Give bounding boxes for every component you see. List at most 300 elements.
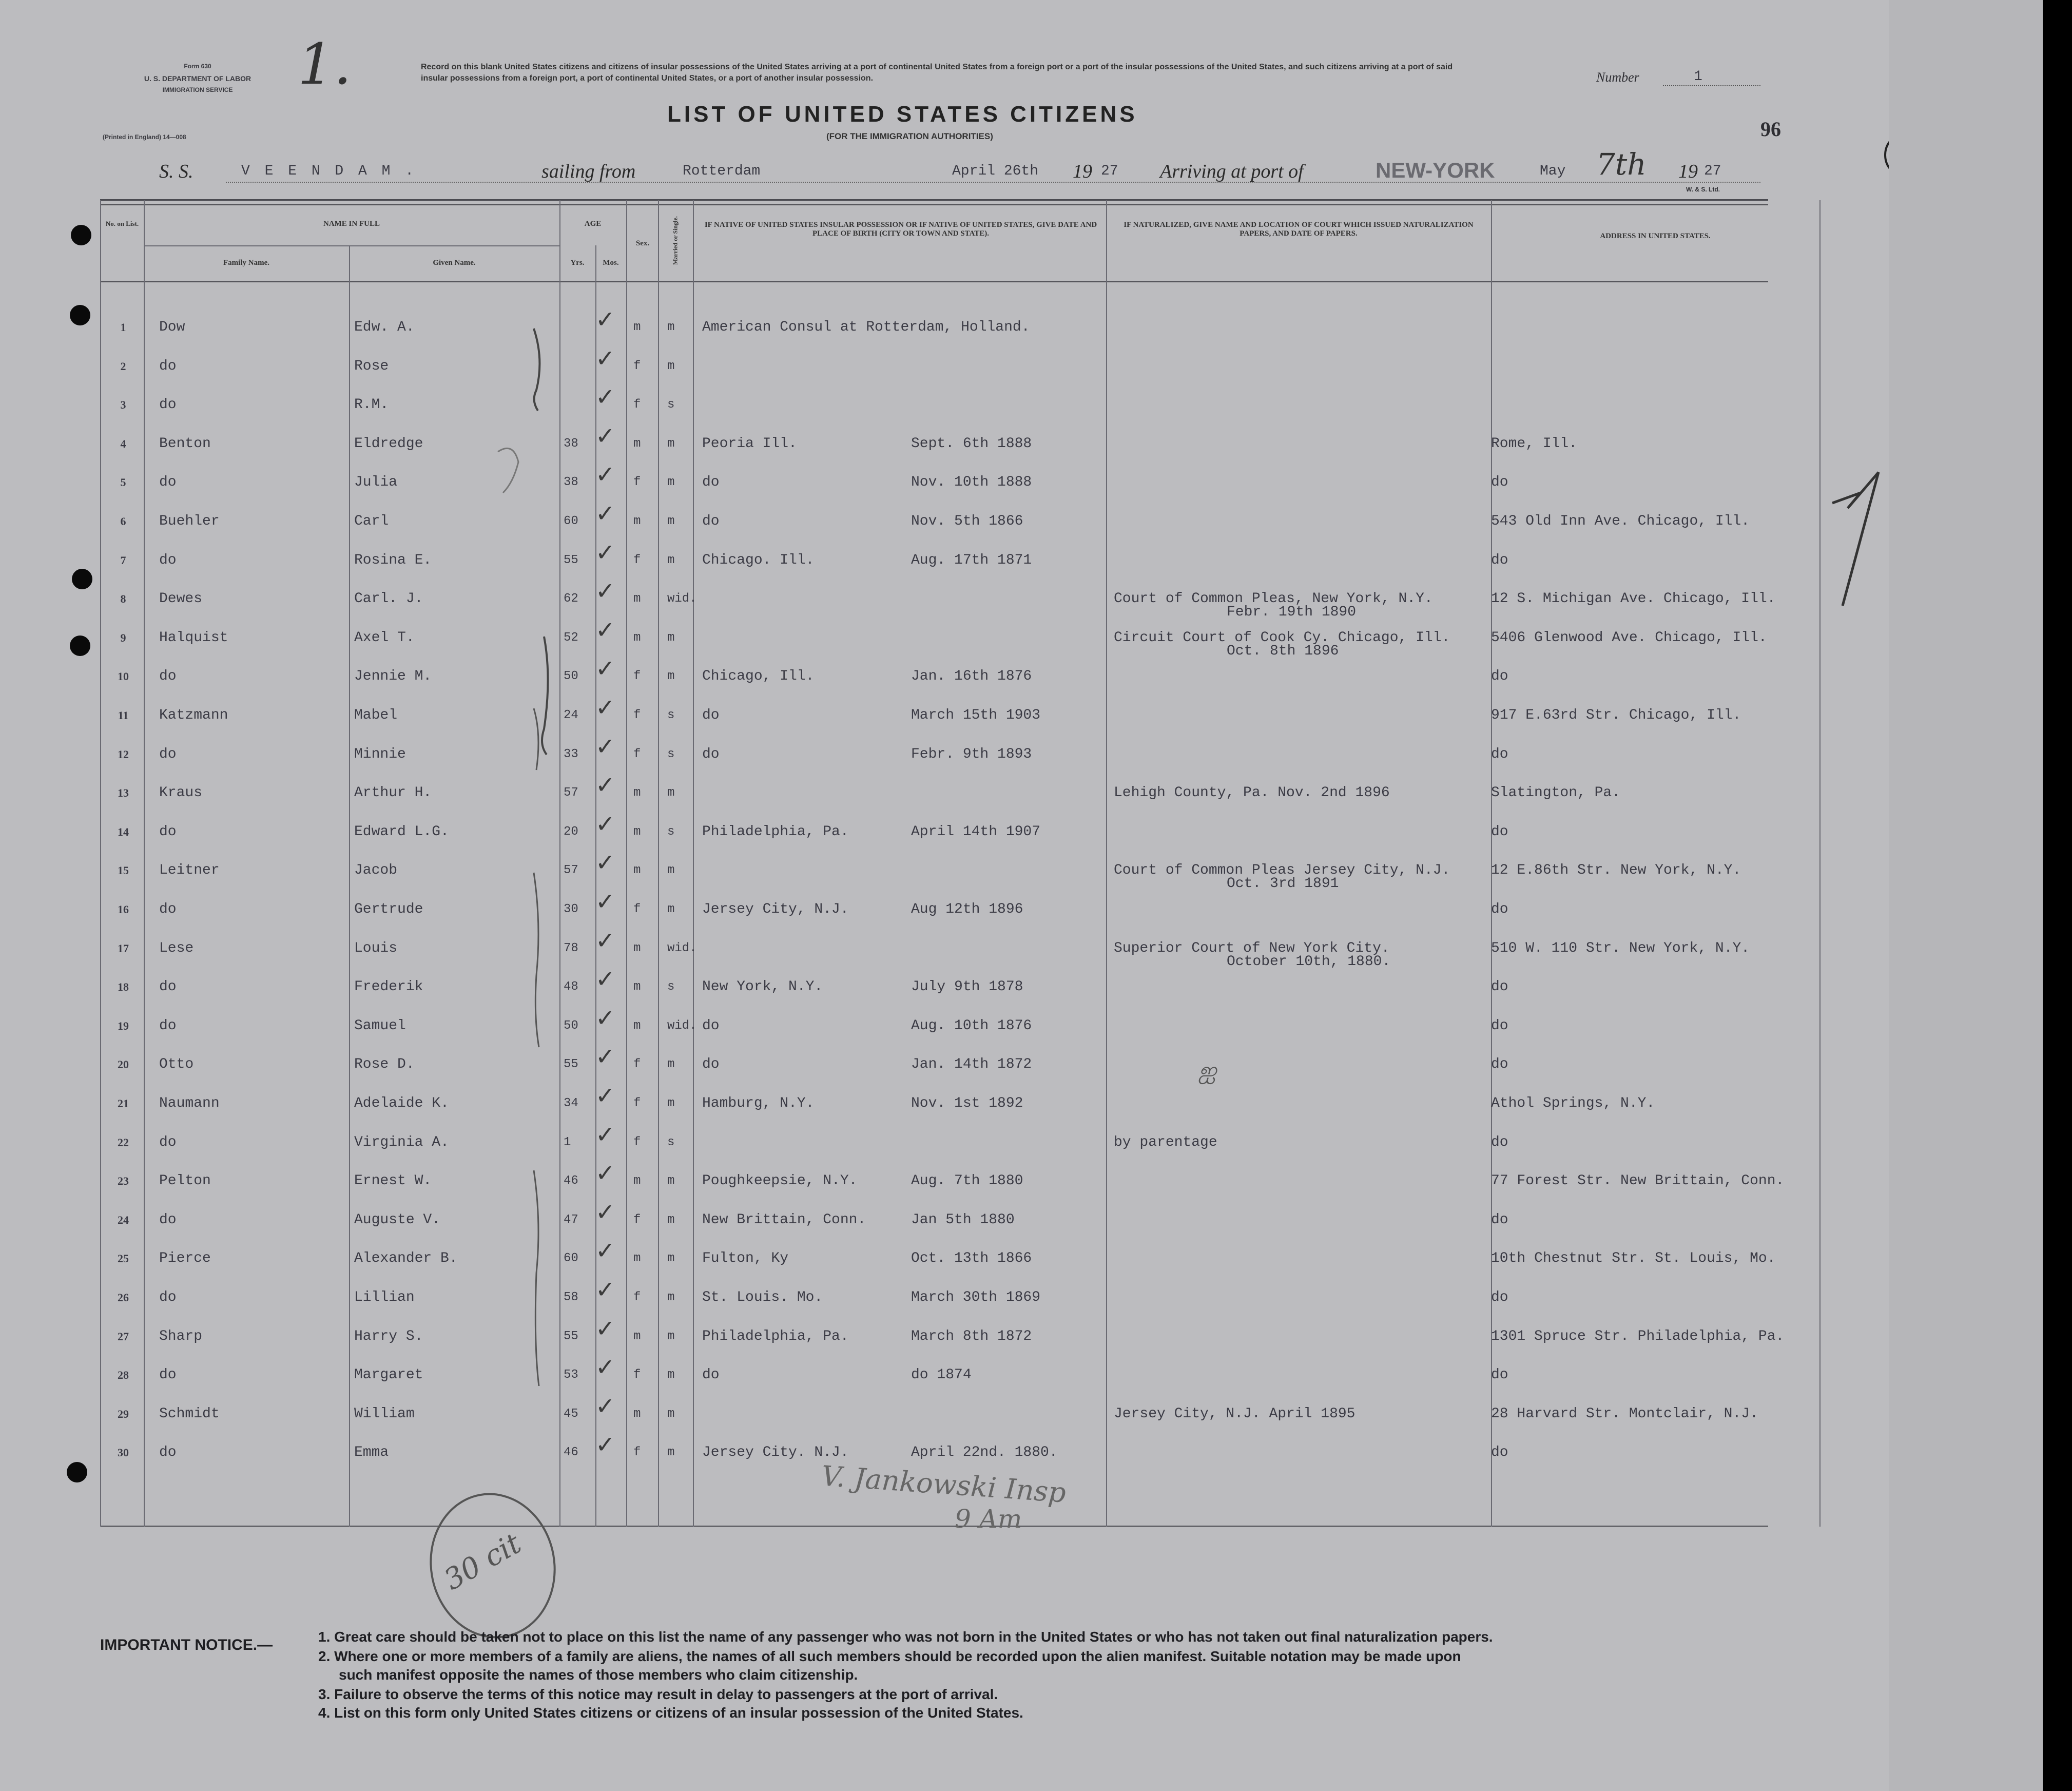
marital-status: m xyxy=(667,475,675,489)
marital-status: m xyxy=(667,359,675,373)
marital-status: m xyxy=(667,1213,675,1227)
header-age: AGE xyxy=(584,220,602,228)
header-birth: IF NATIVE OF UNITED STATES INSULAR POSSESSION OR IF NATIVE OF UNITED STATES, GIVE DATE AND PLACE OF BIRTH (CITY OR TOWN AND STATE). xyxy=(704,221,1097,238)
naturalization-court: Court of Common Pleas, New York, N.Y. xyxy=(1114,591,1433,607)
row-number: 24 xyxy=(118,1214,129,1226)
age-years: 20 xyxy=(564,825,578,839)
marital-status: s xyxy=(667,398,675,412)
marital-status: m xyxy=(667,514,675,528)
given-name: Margaret xyxy=(354,1367,423,1383)
birth-place: Jersey City, N.J. xyxy=(702,901,849,917)
row-number: 18 xyxy=(118,980,129,993)
birth-date: April 22nd. 1880. xyxy=(911,1445,1058,1460)
given-name: Jennie M. xyxy=(354,668,432,684)
marital-status: s xyxy=(667,1135,675,1149)
given-name: Edw. A. xyxy=(354,319,415,335)
given-name: Virginia A. xyxy=(354,1134,449,1150)
given-name: Ernest W. xyxy=(354,1173,432,1189)
birth-place: Fulton, Ky xyxy=(702,1250,789,1266)
family-name: Benton xyxy=(159,436,211,452)
checkmark-icon: ✓ xyxy=(595,849,615,876)
family-name: do xyxy=(159,1445,177,1460)
birth-date: Jan. 16th 1876 xyxy=(911,668,1032,684)
sex: f xyxy=(633,708,641,722)
birth-place: Jersey City. N.J. xyxy=(702,1445,849,1460)
us-address: 510 W. 110 Str. New York, N.Y. xyxy=(1491,940,1750,956)
checkmark-icon: ✓ xyxy=(595,1237,615,1264)
family-name: Halquist xyxy=(159,630,228,646)
marital-status: wid. xyxy=(667,592,697,606)
given-name: Edward L.G. xyxy=(354,824,449,840)
printer-mark: W. & S. Ltd. xyxy=(1686,186,1720,193)
row-number: 25 xyxy=(118,1252,129,1265)
given-name: Emma xyxy=(354,1445,389,1460)
binder-hole xyxy=(71,225,91,245)
birth-place: American Consul at Rotterdam, Holland. xyxy=(702,319,1030,335)
number-value: 1 xyxy=(1694,69,1702,85)
us-address: 12 S. Michigan Ave. Chicago, Ill. xyxy=(1491,591,1776,607)
marital-status: m xyxy=(667,786,675,800)
family-name: Pelton xyxy=(159,1173,211,1189)
family-name: do xyxy=(159,668,177,684)
row-number: 27 xyxy=(118,1330,129,1343)
row-number: 16 xyxy=(118,903,129,916)
sheet-mark: 1. xyxy=(298,31,352,97)
us-address: do xyxy=(1491,1212,1508,1228)
form-number: Form 630 xyxy=(184,63,211,70)
birth-date: Jan 5th 1880 xyxy=(911,1212,1015,1228)
us-address: 1301 Spruce Str. Philadelphia, Pa. xyxy=(1491,1328,1785,1344)
checkmark-icon: ✓ xyxy=(595,422,615,450)
sex: f xyxy=(633,359,641,373)
sex: m xyxy=(633,1330,641,1343)
birth-place: do xyxy=(702,513,720,529)
family-name: do xyxy=(159,1212,177,1228)
birth-date: Aug. 7th 1880 xyxy=(911,1173,1023,1189)
checkmark-icon: ✓ xyxy=(595,616,615,644)
sex: f xyxy=(633,1135,641,1149)
sex: m xyxy=(633,320,641,334)
us-address: 77 Forest Str. New Brittain, Conn. xyxy=(1491,1173,1785,1189)
given-name: Axel T. xyxy=(354,630,415,646)
row-number: 6 xyxy=(120,515,126,528)
year-prefix-from: 19 xyxy=(1073,161,1092,182)
birth-date: April 14th 1907 xyxy=(911,824,1041,840)
row-number: 21 xyxy=(118,1097,129,1110)
given-name: Carl. J. xyxy=(354,591,423,607)
family-name: Pierce xyxy=(159,1250,211,1266)
row-number: 7 xyxy=(120,554,126,567)
age-years: 47 xyxy=(564,1213,578,1227)
list-title: LIST OF UNITED STATES CITIZENS xyxy=(667,102,1138,127)
given-name: Carl xyxy=(354,513,389,529)
circled-count: 30 cit xyxy=(438,1527,527,1597)
age-years: 34 xyxy=(564,1096,578,1110)
checkmark-icon: ✓ xyxy=(595,888,615,915)
age-years: 60 xyxy=(564,1251,578,1265)
port-to: NEW-YORK xyxy=(1376,158,1495,182)
row-number: 11 xyxy=(118,709,129,722)
sex: m xyxy=(633,825,641,839)
checkmark-icon: ✓ xyxy=(595,927,615,954)
birth-date: Aug. 10th 1876 xyxy=(911,1018,1032,1034)
given-name: R.M. xyxy=(354,397,389,413)
checkmark-icon: ✓ xyxy=(595,694,615,721)
family-name: do xyxy=(159,1018,177,1034)
age-years: 1 xyxy=(564,1135,571,1149)
family-bracket-3 xyxy=(534,708,538,770)
age-years: 46 xyxy=(564,1174,578,1188)
year-to: 27 xyxy=(1704,163,1721,179)
us-address: do xyxy=(1491,901,1508,917)
sex: f xyxy=(633,475,641,489)
notice-item-3: 3. Failure to observe the terms of this notice may result in delay to passengers at the port of arrival. xyxy=(318,1686,998,1702)
checkmark-icon: ✓ xyxy=(595,1121,615,1148)
row-number: 5 xyxy=(120,476,126,489)
family-name: Dewes xyxy=(159,591,203,607)
naturalization-date: Oct. 8th 1896 xyxy=(1227,643,1339,659)
birth-place: Philadelphia, Pa. xyxy=(702,1328,849,1344)
birth-date: Aug 12th 1896 xyxy=(911,901,1023,917)
age-years: 55 xyxy=(564,1330,578,1343)
family-name: do xyxy=(159,552,177,568)
age-years: 58 xyxy=(564,1291,578,1304)
service-name: IMMIGRATION SERVICE xyxy=(162,86,233,93)
birth-date: March 15th 1903 xyxy=(911,707,1041,723)
sex: f xyxy=(633,1291,641,1304)
checkmark-icon: ✓ xyxy=(595,654,615,682)
page-circle xyxy=(1885,136,1889,175)
birth-place: Philadelphia, Pa. xyxy=(702,824,849,840)
family-name: Schmidt xyxy=(159,1406,220,1422)
naturalization-court: Lehigh County, Pa. Nov. 2nd 1896 xyxy=(1114,785,1390,801)
ss-label: S. S. xyxy=(159,161,193,182)
family-bracket-4 xyxy=(534,873,539,1047)
family-bracket-5 xyxy=(534,1170,539,1386)
sex: f xyxy=(633,747,641,761)
age-years: 45 xyxy=(564,1407,578,1421)
family-name: Buehler xyxy=(159,513,220,529)
birth-place: Hamburg, N.Y. xyxy=(702,1095,815,1111)
birth-place: St. Louis. Mo. xyxy=(702,1289,823,1305)
age-years: 50 xyxy=(564,1019,578,1033)
age-years: 52 xyxy=(564,631,578,645)
inspector-signature: V. Jankowski Insp xyxy=(820,1459,1067,1509)
checkmark-icon: ✓ xyxy=(595,1353,615,1381)
birth-place: do xyxy=(702,707,720,723)
marital-status: m xyxy=(667,437,675,451)
checkmark-icon: ✓ xyxy=(595,344,615,372)
sex: m xyxy=(633,786,641,800)
us-address: Athol Springs, N.Y. xyxy=(1491,1095,1655,1111)
marital-status: s xyxy=(667,708,675,722)
birth-date: Nov. 1st 1892 xyxy=(911,1095,1023,1111)
us-address: do xyxy=(1491,1445,1508,1460)
row-number: 29 xyxy=(118,1408,129,1420)
family-name: Leitner xyxy=(159,862,220,878)
given-name: Harry S. xyxy=(354,1328,423,1344)
marital-status: m xyxy=(667,1096,675,1110)
checkmark-icon: ✓ xyxy=(595,499,615,527)
checkmark-icon: ✓ xyxy=(595,1198,615,1226)
marital-status: m xyxy=(667,902,675,916)
marital-status: m xyxy=(667,1174,675,1188)
row-number: 19 xyxy=(118,1019,129,1032)
us-address: Slatington, Pa. xyxy=(1491,785,1621,801)
checkmark-icon: ✓ xyxy=(595,733,615,760)
row-number: 8 xyxy=(120,592,126,605)
birth-place: New Brittain, Conn. xyxy=(702,1212,866,1228)
family-name: Sharp xyxy=(159,1328,203,1344)
date-from: April 26th xyxy=(952,163,1039,179)
sex: f xyxy=(633,902,641,916)
checkmark-icon: ✓ xyxy=(595,1315,615,1342)
age-years: 55 xyxy=(564,1057,578,1071)
given-name: Frederik xyxy=(354,979,423,995)
month-to: May xyxy=(1540,163,1566,179)
family-name: Naumann xyxy=(159,1095,220,1111)
age-years: 57 xyxy=(564,863,578,877)
birth-place: do xyxy=(702,746,720,762)
row-number: 28 xyxy=(118,1369,129,1381)
marital-status: m xyxy=(667,553,675,567)
given-name: Eldredge xyxy=(354,436,423,452)
age-years: 55 xyxy=(564,553,578,567)
row-number: 15 xyxy=(118,864,129,877)
family-name: do xyxy=(159,397,177,413)
year-prefix-to: 19 xyxy=(1678,161,1698,182)
checkmark-icon: ✓ xyxy=(595,460,615,488)
checkmark-icon: ✓ xyxy=(595,383,615,411)
birth-date: Oct. 13th 1866 xyxy=(911,1250,1032,1266)
sex: f xyxy=(633,1096,641,1110)
given-name: Mabel xyxy=(354,707,398,723)
checkmark-icon: ✓ xyxy=(595,1004,615,1032)
us-address: do xyxy=(1491,1056,1508,1072)
birth-place: Peoria Ill. xyxy=(702,436,797,452)
inspector-signature-2: 9 Am xyxy=(955,1504,1022,1534)
header-address: ADDRESS IN UNITED STATES. xyxy=(1600,232,1711,240)
sex: m xyxy=(633,1174,641,1188)
checkmark-icon: ✓ xyxy=(595,810,615,838)
header-given: Given Name. xyxy=(433,259,476,267)
marital-status: m xyxy=(667,1057,675,1071)
notice-item-2: 2. Where one or more members of a family are aliens, the names of all such members should be recorded upon the alien manifest. Suitable notation may be made upon xyxy=(318,1648,1461,1664)
checkmark-icon: ✓ xyxy=(595,1392,615,1420)
sex: m xyxy=(633,941,641,955)
header-name-in-full: NAME IN FULL xyxy=(323,220,380,228)
checkmark-icon: ✓ xyxy=(595,305,615,333)
header-married-single: Married or Single. xyxy=(671,216,679,265)
sex: m xyxy=(633,1251,641,1265)
age-years: 38 xyxy=(564,437,578,451)
number-label: Number xyxy=(1596,70,1639,85)
birth-place: do xyxy=(702,1367,720,1383)
binder-hole xyxy=(67,1462,87,1482)
row-number: 13 xyxy=(118,786,129,799)
sex: m xyxy=(633,592,641,606)
birth-date: Nov. 10th 1888 xyxy=(911,474,1032,490)
age-years: 30 xyxy=(564,902,578,916)
checkmark-icon: ✓ xyxy=(595,1431,615,1458)
us-address: 543 Old Inn Ave. Chicago, Ill. xyxy=(1491,513,1750,529)
given-name: Rose xyxy=(354,358,389,374)
checkmark-icon: ✓ xyxy=(595,1159,615,1187)
family-name: do xyxy=(159,979,177,995)
page-number: 96 xyxy=(1760,118,1781,141)
given-name: Arthur H. xyxy=(354,785,432,801)
year-from: 27 xyxy=(1101,163,1118,179)
age-years: 33 xyxy=(564,747,578,761)
printed-note: (Printed in England) 14—008 xyxy=(103,133,186,141)
record-instructions: Record on this blank United States citizens and citizens of insular possessions of the United States arriving at a port of continental United States from a foreign port or a port of the insular possessions of the United States, and such citizens arriving at a port of said insular possessions from a foreign port, a port of continental United States, or a port of another insular possession. xyxy=(421,63,1453,83)
department-name: U. S. DEPARTMENT OF LABOR xyxy=(144,74,251,83)
header-family: Family Name. xyxy=(223,259,269,267)
family-bracket-1 xyxy=(534,329,539,411)
birth-date: Sept. 6th 1888 xyxy=(911,436,1032,452)
given-name: Gertrude xyxy=(354,901,423,917)
marital-status: m xyxy=(667,631,675,645)
birth-place: do xyxy=(702,474,720,490)
sex: m xyxy=(633,1407,641,1421)
list-subtitle: (FOR THE IMMIGRATION AUTHORITIES) xyxy=(826,131,993,141)
row-number: 30 xyxy=(118,1446,129,1459)
birth-place: Chicago, Ill. xyxy=(702,668,815,684)
margin-tick xyxy=(1832,472,1879,606)
family-name: Katzmann xyxy=(159,707,228,723)
checkmark-icon: ✓ xyxy=(595,1276,615,1303)
birth-date: Jan. 14th 1872 xyxy=(911,1056,1032,1072)
checkmark-icon: ✓ xyxy=(595,965,615,993)
naturalization-date: October 10th, 1880. xyxy=(1227,954,1391,970)
given-name: Julia xyxy=(354,474,398,490)
us-address: Rome, Ill. xyxy=(1491,436,1578,452)
age-years: 62 xyxy=(564,592,578,606)
row-number: 10 xyxy=(118,670,129,683)
binder-hole xyxy=(70,305,90,325)
us-address: do xyxy=(1491,1018,1508,1034)
ship-name: V E E N D A M . xyxy=(241,163,417,179)
checkmark-icon: ✓ xyxy=(595,538,615,566)
sex: f xyxy=(633,398,641,412)
row-number: 23 xyxy=(118,1174,129,1187)
row-number: 9 xyxy=(120,631,126,644)
sex: m xyxy=(633,514,641,528)
us-address: do xyxy=(1491,474,1508,490)
sex: f xyxy=(633,669,641,683)
day-to: 7th xyxy=(1596,147,1647,182)
family-name: do xyxy=(159,746,177,762)
sex: m xyxy=(633,437,641,451)
adjacent-page xyxy=(1889,0,2043,1791)
given-name: William xyxy=(354,1406,415,1422)
us-address: do xyxy=(1491,746,1508,762)
family-name: do xyxy=(159,474,177,490)
row-number: 2 xyxy=(120,360,126,373)
age-years: 48 xyxy=(564,980,578,994)
us-address: do xyxy=(1491,552,1508,568)
row-number: 22 xyxy=(118,1136,129,1149)
birth-date: Nov. 5th 1866 xyxy=(911,513,1023,529)
sex: m xyxy=(633,980,641,994)
birth-date: Aug. 17th 1871 xyxy=(911,552,1032,568)
row-number: 14 xyxy=(118,825,129,838)
checkmark-icon: ✓ xyxy=(595,1082,615,1109)
given-name: Adelaide K. xyxy=(354,1095,449,1111)
marital-status: s xyxy=(667,980,675,994)
pencil-scribble xyxy=(498,448,518,493)
checkmark-icon: ✓ xyxy=(595,577,615,605)
sex: f xyxy=(633,553,641,567)
naturalization-court: Circuit Court of Cook Cy. Chicago, Ill. xyxy=(1114,630,1450,646)
marital-status: m xyxy=(667,1446,675,1459)
row-number: 26 xyxy=(118,1291,129,1304)
age-years: 38 xyxy=(564,475,578,489)
row-number: 12 xyxy=(118,748,129,761)
naturalization-court: Jersey City, N.J. April 1895 xyxy=(1114,1406,1355,1422)
us-address: do xyxy=(1491,1289,1508,1305)
sex: f xyxy=(633,1057,641,1071)
age-years: 24 xyxy=(564,708,578,722)
sex: m xyxy=(633,631,641,645)
notice-item-2-cont: such manifest opposite the names of those members who claim citizenship. xyxy=(339,1667,858,1683)
sex: f xyxy=(633,1213,641,1227)
naturalization-court: Court of Common Pleas Jersey City, N.J. xyxy=(1114,862,1450,878)
marital-status: s xyxy=(667,747,675,761)
header-yrs: Yrs. xyxy=(570,259,585,267)
given-name: Lillian xyxy=(354,1289,415,1305)
naturalization-date: Oct. 3rd 1891 xyxy=(1227,876,1339,892)
age-years: 50 xyxy=(564,669,578,683)
given-name: Rosina E. xyxy=(354,552,432,568)
us-address: 28 Harvard Str. Montclair, N.J. xyxy=(1491,1406,1758,1422)
sex: m xyxy=(633,1019,641,1033)
checkmark-icon: ✓ xyxy=(595,1043,615,1070)
family-name: Kraus xyxy=(159,785,203,801)
marital-status: m xyxy=(667,1368,675,1382)
arriving-label: Arriving at port of xyxy=(1160,161,1304,182)
family-name: Dow xyxy=(159,319,185,335)
notice-item-4: 4. List on this form only United States citizens or citizens of an insular possession of the United States. xyxy=(318,1705,1023,1721)
header-no: No. on List. xyxy=(105,220,139,227)
row-number: 17 xyxy=(118,942,129,955)
given-name: Minnie xyxy=(354,746,406,762)
us-address: 5406 Glenwood Ave. Chicago, Ill. xyxy=(1491,630,1767,646)
birth-place: New York, N.Y. xyxy=(702,979,823,995)
family-name: do xyxy=(159,901,177,917)
given-name: Auguste V. xyxy=(354,1212,441,1228)
birth-date: July 9th 1878 xyxy=(911,979,1023,995)
marital-status: m xyxy=(667,1251,675,1265)
given-name: Samuel xyxy=(354,1018,406,1034)
sex: f xyxy=(633,1368,641,1382)
marital-status: m xyxy=(667,1291,675,1304)
age-years: 57 xyxy=(564,786,578,800)
us-address: do xyxy=(1491,1367,1508,1383)
header-mos: Mos. xyxy=(603,259,619,267)
port-from: Rotterdam xyxy=(683,163,761,179)
notice-item-1: 1. Great care should be taken not to place on this list the name of any passenger who was not born in the United States or who has not taken out final naturalization papers. xyxy=(318,1629,1493,1645)
marital-status: wid. xyxy=(667,941,697,955)
given-name: Alexander B. xyxy=(354,1250,458,1266)
family-name: do xyxy=(159,1367,177,1383)
us-address: 10th Chestnut Str. St. Louis, Mo. xyxy=(1491,1250,1776,1266)
birth-date: March 30th 1869 xyxy=(911,1289,1041,1305)
us-address: do xyxy=(1491,668,1508,684)
age-years: 78 xyxy=(564,941,578,955)
marital-status: m xyxy=(667,863,675,877)
binder-hole xyxy=(72,569,92,589)
